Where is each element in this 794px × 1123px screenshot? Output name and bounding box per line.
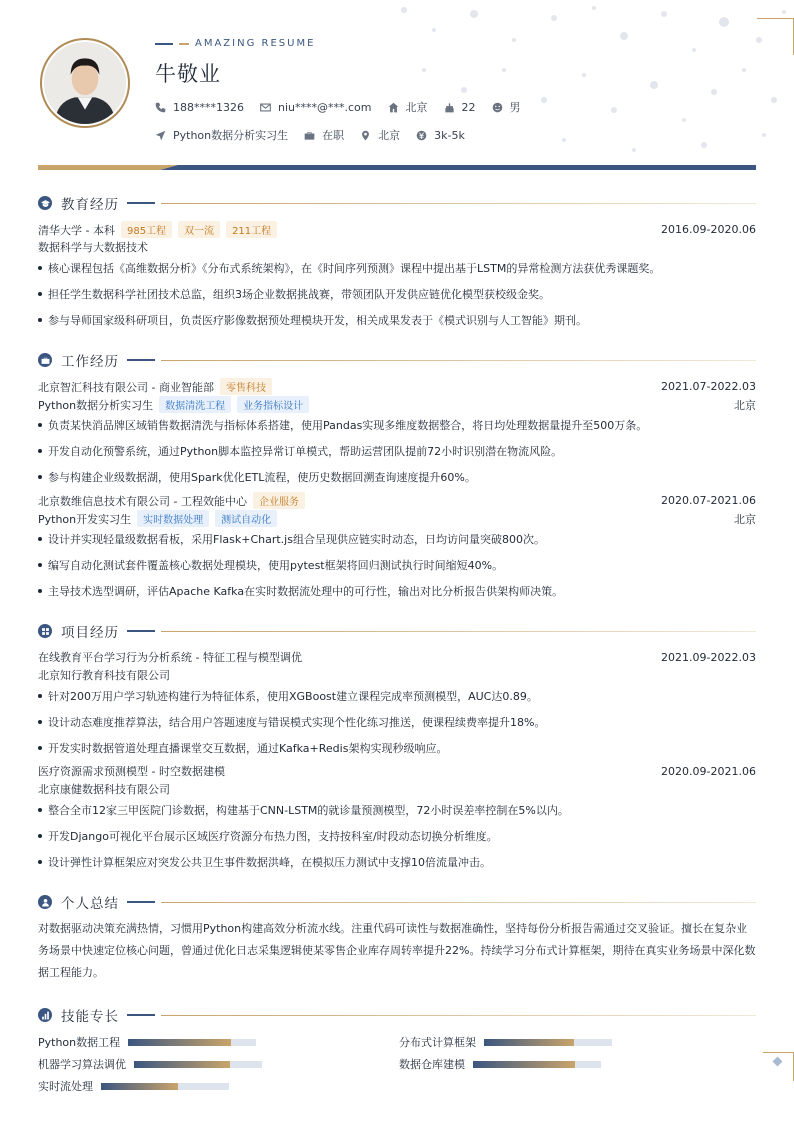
section-title: 工作经历	[61, 354, 119, 370]
section-title: 项目经历	[61, 625, 119, 641]
skill-bar-fill	[473, 1061, 575, 1068]
skill-item	[38, 1056, 262, 1072]
skill-item	[399, 1034, 612, 1050]
corner-decoration	[757, 18, 794, 55]
industry-tag: 零售科技	[220, 378, 272, 395]
section-rule	[127, 630, 155, 632]
project-title: 医疗资源需求预测模型 - 时空数据建模	[38, 765, 225, 778]
briefcase-icon	[38, 353, 52, 367]
age-item: 22	[444, 101, 476, 114]
list-item: 编写自动化测试套件覆盖核心数据处理模块，使用pytest框架将回归测试执行时间缩短40%。	[38, 557, 756, 573]
list-item: 开发Django可视化平台展示区域医疗资源分布热力图，支持按科室/时段动态切换分析维度。	[38, 828, 756, 844]
education-section-header	[38, 193, 756, 213]
project-date: 2020.09-2021.06	[661, 764, 756, 778]
header-divider-bar	[38, 165, 756, 170]
skill-bar	[484, 1039, 612, 1046]
section-rule	[127, 359, 155, 361]
list-item: 整合全市12家三甲医院门诊数据，构建基于CNN-LSTM的就诊量预测模型，72小时误差率控制在5%以内。	[38, 802, 756, 818]
skill-bar-fill	[134, 1061, 230, 1068]
user-icon	[38, 895, 52, 909]
work-date: 2020.07-2021.06	[661, 494, 756, 507]
phone-item: 188****1326	[155, 101, 244, 114]
section-rule	[161, 360, 756, 361]
list-item: 设计并实现轻量级数据看板，采用Flask+Chart.js组合呈现供应链实时动态，日均访问量突破800次。	[38, 531, 756, 547]
section-rule	[161, 1015, 756, 1016]
list-item: 担任学生数据科学社团技术总监，组织3场企业数据挑战赛，带领团队开发供应链优化模型获校级金奖。	[38, 286, 756, 302]
tagline-line	[155, 43, 173, 45]
projects-section-header	[38, 621, 756, 641]
summary-section-header	[38, 892, 756, 912]
work-entry-header	[38, 378, 756, 395]
list-item: 参与导师国家级科研项目，负责医疗影像数据预处理模块开发，相关成果发表于《模式识别与人工智能》期刊。	[38, 312, 756, 328]
work-role-row	[38, 510, 756, 527]
skill-bar-fill	[128, 1039, 230, 1046]
send-icon	[155, 130, 166, 141]
education-major-row	[38, 239, 756, 255]
section-rule	[161, 902, 756, 903]
corner-decoration	[763, 1052, 794, 1081]
project-entry-header	[38, 649, 756, 665]
skill-bar	[473, 1061, 601, 1068]
section-title: 教育经历	[61, 197, 119, 213]
phone-icon	[155, 102, 166, 113]
cake-icon	[444, 102, 455, 113]
skill-tag: 数据清洗工程	[159, 396, 231, 413]
skill-item	[38, 1034, 256, 1050]
face-icon	[492, 102, 503, 113]
education-date: 2016.09-2020.06	[661, 223, 756, 236]
project-title: 在线教育平台学习行为分析系统 - 特征工程与模型调优	[38, 651, 302, 664]
skill-bar	[128, 1039, 256, 1046]
project-company: 北京知行教育科技有限公司	[38, 669, 170, 682]
list-item: 负责某快消品牌区域销售数据清洗与指标体系搭建，使用Pandas实现多维度数据整合，将日均处理数据量提升至500万条。	[38, 417, 756, 433]
resume-tagline	[155, 38, 315, 49]
skill-bar-fill	[101, 1083, 178, 1090]
skill-bar	[134, 1061, 262, 1068]
summary-text: 对数据驱动决策充满热情，习惯用Python构建高效分析流水线。注重代码可读性与数据准确性，坚持每份分析报告需通过交叉验证。擅长在复杂业务场景中快速定位核心问题，曾通过优化日志采集逻辑使某零售企业库存周转率提升22%。持续学习分布式计算框架，期待在真实业务场景中深化数据工程能力。	[38, 922, 756, 979]
project-date: 2021.09-2022.03	[661, 650, 756, 664]
company-name: 北京数维信息技术有限公司 - 工程效能中心	[38, 494, 247, 508]
industry-tag: 企业服务	[253, 492, 305, 509]
email-item: niu****@***.com	[260, 101, 372, 114]
project-entry-header	[38, 763, 756, 779]
school-tag: 双一流	[178, 221, 220, 238]
gender-item: 男	[492, 99, 521, 115]
school-tag: 985工程	[121, 221, 172, 238]
work-section-header	[38, 350, 756, 370]
city-item: 北京	[360, 127, 400, 143]
project-company-row	[38, 667, 756, 683]
money-icon	[416, 130, 427, 141]
work-date: 2021.07-2022.03	[661, 380, 756, 393]
briefcase-icon	[304, 130, 315, 141]
school-tag: 211工程	[226, 221, 277, 238]
section-rule	[161, 631, 756, 632]
location-pin-icon	[360, 130, 371, 141]
avatar-photo	[44, 42, 126, 124]
home-icon	[388, 102, 399, 113]
skill-name: 数据仓库建模	[399, 1058, 465, 1071]
school-name: 清华大学 - 本科	[38, 223, 115, 237]
section-title: 技能专长	[61, 1009, 119, 1025]
project-company-row	[38, 781, 756, 797]
education-entry-header	[38, 221, 756, 238]
section-title: 个人总结	[61, 896, 119, 912]
skill-name: 机器学习算法调优	[38, 1058, 126, 1071]
list-item: 主导技术选型调研，评估Apache Kafka在实时数据流处理中的可行性，输出对比分析报告供架构师决策。	[38, 583, 756, 599]
skill-item	[399, 1056, 601, 1072]
tagline-text: AMAZING RESUME	[195, 38, 316, 49]
major: 数据科学与大数据技术	[38, 241, 148, 254]
skill-name: 分布式计算框架	[399, 1036, 476, 1049]
work-city: 北京	[734, 512, 756, 526]
salary-item: 3k-5k	[416, 129, 465, 142]
grid-icon	[38, 624, 52, 638]
mail-icon	[260, 102, 271, 113]
position-item: Python数据分析实习生	[155, 127, 288, 143]
graduation-cap-icon	[38, 196, 52, 210]
list-item: 开发自动化预警系统，通过Python脚本监控异常订单模式，帮助运营团队提前72小时识别潜在物流风险。	[38, 443, 756, 459]
skill-tag: 实时数据处理	[137, 510, 209, 527]
section-rule	[127, 202, 155, 204]
avatar	[40, 38, 130, 128]
section-rule	[161, 203, 756, 204]
list-item: 针对200万用户学习轨迹构建行为特征体系，使用XGBoost建立课程完成率预测模型，AUC达0.89。	[38, 688, 756, 704]
skill-name: Python数据工程	[38, 1036, 121, 1049]
skill-bar	[101, 1083, 229, 1090]
status-item: 在职	[304, 127, 344, 143]
skill-name: 实时流处理	[38, 1080, 93, 1093]
project-company: 北京康健数据科技有限公司	[38, 783, 170, 796]
tagline-line	[179, 43, 189, 45]
list-item: 设计动态难度推荐算法，结合用户答题速度与错误模式实现个性化练习推送，使课程续费率提升18%。	[38, 714, 756, 730]
skills-section-header	[38, 1005, 756, 1025]
company-name: 北京智汇科技有限公司 - 商业智能部	[38, 380, 214, 394]
section-rule	[127, 901, 155, 903]
contact-row	[155, 99, 537, 115]
skill-tag: 业务指标设计	[237, 396, 309, 413]
work-city: 北京	[734, 398, 756, 412]
list-item: 开发实时数据管道处理直播课堂交互数据，通过Kafka+Redis架构实现秒级响应。	[38, 740, 756, 756]
role-title: Python开发实习生	[38, 512, 132, 526]
skill-item	[38, 1078, 229, 1094]
skill-bar-fill	[484, 1039, 574, 1046]
list-item: 设计弹性计算框架应对突发公共卫生事件数据洪峰，在模拟压力测试中支撑10倍流量冲击。	[38, 854, 756, 870]
skill-tag: 测试自动化	[215, 510, 277, 527]
list-item: 核心课程包括《高维数据分析》《分布式系统架构》，在《时间序列预测》课程中提出基于LSTM的异常检测方法获优秀课题奖。	[38, 260, 756, 276]
location-item: 北京	[388, 99, 428, 115]
role-title: Python数据分析实习生	[38, 398, 154, 412]
work-role-row	[38, 396, 756, 413]
candidate-name: 牛敬业	[155, 62, 221, 86]
section-rule	[127, 1014, 155, 1016]
intent-row	[155, 127, 481, 143]
list-item: 参与构建企业级数据湖，使用Spark优化ETL流程，使历史数据回溯查询速度提升60%。	[38, 469, 756, 485]
work-entry-header	[38, 492, 756, 509]
bar-chart-icon	[38, 1008, 52, 1022]
